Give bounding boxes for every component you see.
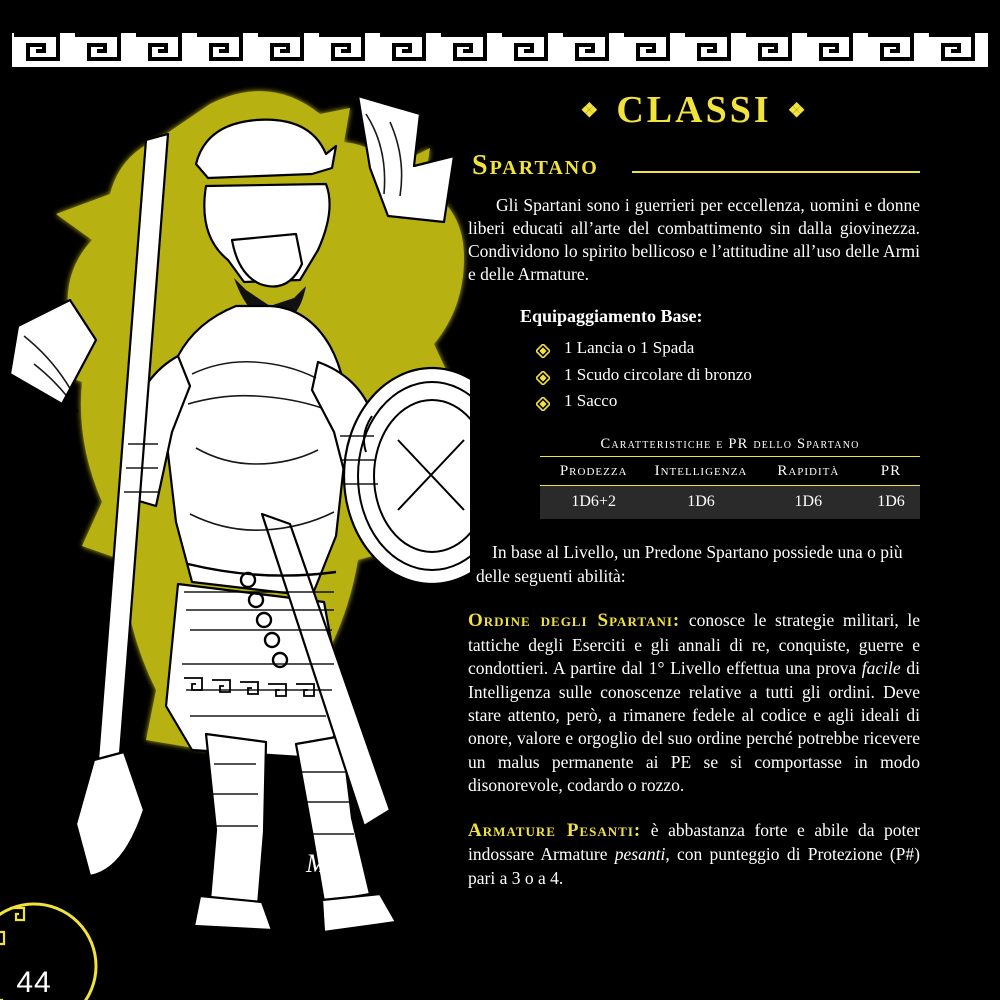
- class-intro-paragraph: Gli Spartani sono i guerrieri per eccellenza, uomini e donne liberi educati all’arte del combattimento sin dalla giovinezza. Condividono lo spirito bellicoso e l’attitudine all’uso delle Armi e delle Armature.: [468, 195, 920, 285]
- text-column: [468, 88, 920, 890]
- equipment-heading: Equipaggiamento Base:: [520, 306, 703, 327]
- page-number: 44: [16, 966, 52, 999]
- ability-text: è abbastanza forte e abile da poter indossare Armature: [468, 819, 921, 865]
- equipment-item-label: 1 Scudo circolare di bronzo: [564, 364, 752, 384]
- table-cell: 1D6: [794, 493, 823, 511]
- list-item: [536, 388, 920, 414]
- stats-table: [540, 436, 920, 519]
- svg-text:Mo: Mo: [306, 849, 341, 878]
- class-heading: [472, 150, 920, 182]
- table-row: [540, 486, 920, 519]
- spartan-warrior-illustration: [0, 44, 470, 964]
- ability-name: Ordine degli Spartani:: [468, 610, 681, 632]
- column-header: Rapidità: [777, 463, 840, 480]
- ability-entry: [468, 608, 920, 798]
- ability-emphasis: facile: [861, 658, 901, 679]
- page-title: [468, 88, 920, 132]
- chapter-title-text: CLASSI: [616, 89, 772, 131]
- equipment-list: [536, 335, 920, 414]
- ability-name: Armature Pesanti:: [468, 819, 642, 841]
- diamond-left-icon: ❖: [580, 99, 601, 122]
- diamond-bullet-icon: [536, 340, 550, 354]
- heading-rule: [632, 171, 920, 173]
- ability-emphasis: pesanti: [614, 844, 666, 865]
- diamond-right-icon: ❖: [787, 99, 808, 122]
- equipment-item-label: 1 Sacco: [564, 391, 618, 411]
- ability-text-cont: di Intelligenza sulle conoscenze relative a tutti gli ordini. Deve stare attento, però, a rimanere fedele al codice e agli ideali di onore, valore e orgoglio del suo ordine perché potrebbe ricevere un malus permanente ai PE se si comportasse in modo disonorevole, codardo o rozzo.: [468, 658, 920, 796]
- table-cell: 1D6+2: [571, 493, 616, 511]
- abilities-list: [468, 608, 920, 890]
- column-header: PR: [880, 463, 902, 480]
- page-number-badge: [0, 880, 120, 1000]
- table-caption: Caratteristiche e PR dello Spartano: [540, 436, 920, 457]
- list-item: [536, 335, 920, 361]
- diamond-bullet-icon: [536, 367, 550, 381]
- diamond-bullet-icon: [536, 393, 550, 407]
- table-header-row: [540, 457, 920, 486]
- column-header: Intelligenza: [654, 463, 748, 480]
- ability-text: conosce le strategie militari, le tattiche degli Eserciti e gli annali di re, conquiste, guerre e condottieri. A partire dal 1° Livello effettua una prova: [468, 610, 920, 679]
- table-cell: 1D6: [877, 493, 905, 511]
- ability-entry: [468, 818, 920, 890]
- list-item: [536, 362, 920, 388]
- ability-text-cont: , con punteggio di Protezione (P#) pari a 3 o a 4.: [468, 844, 920, 888]
- abilities-intro: In base al Livello, un Predone Spartano possiede una o più delle seguenti abilità:: [476, 542, 903, 586]
- equipment-item-label: 1 Lancia o 1 Spada: [564, 338, 695, 358]
- class-heading-text: Spartano: [472, 150, 599, 181]
- column-header: Prodezza: [559, 463, 628, 480]
- table-cell: 1D6: [687, 493, 715, 511]
